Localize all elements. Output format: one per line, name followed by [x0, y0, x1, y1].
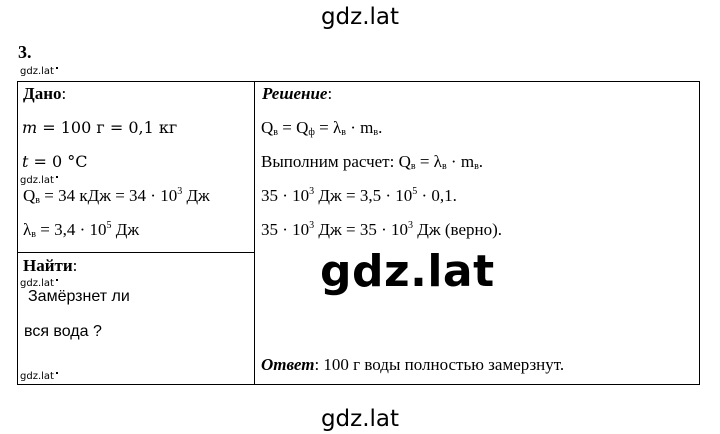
watermark-small: gdz.lat — [20, 175, 58, 186]
given-mass: m = 100 г = 0,1 кг — [22, 118, 178, 137]
given-header: Дано: — [23, 84, 67, 103]
given-temperature: t = 0 °C — [22, 152, 88, 171]
find-question-line2: вся вода ? — [24, 323, 102, 340]
answer: Ответ: 100 г воды полностью замерзнут. — [261, 355, 565, 374]
task-number: 3. — [18, 42, 32, 62]
solution-result: $35 \cdot 10^3$ Дж = $35 \cdot 10^3$ Дж (верно). — [261, 220, 502, 239]
find-question-line1: Замёрзнет ли — [28, 288, 130, 305]
watermark-large: gdz.lat — [320, 246, 495, 297]
given-lambda: $\lambda_в = 3,4 \cdot 10^5$ Дж — [23, 220, 140, 240]
watermark-small: gdz.lat — [20, 278, 58, 289]
watermark-small: gdz.lat — [20, 371, 58, 382]
table-divider-horizontal — [17, 252, 255, 253]
watermark-bottom: gdz.lat — [320, 406, 400, 432]
solution-formula: $Q_в = Q_ф = \lambda_в \cdot m_в$. — [261, 118, 383, 138]
table-divider-vertical — [254, 81, 255, 385]
solution-header: Решение: — [262, 84, 333, 103]
solution-substitution: $35 \cdot 10^3$ Дж = $3,5 \cdot 10^5 \cdot 0,1$. — [261, 186, 457, 205]
given-heat: $Q_в = 34$ кДж = $34 \cdot 10^3$ Дж — [23, 186, 210, 206]
find-header: Найти: — [23, 256, 78, 275]
solution-calculation: Выполним расчет: $Q_в = \lambda_в \cdot m_в$. — [261, 152, 484, 172]
watermark-small: gdz.lat — [20, 66, 58, 77]
watermark-top: gdz.lat — [320, 4, 400, 30]
